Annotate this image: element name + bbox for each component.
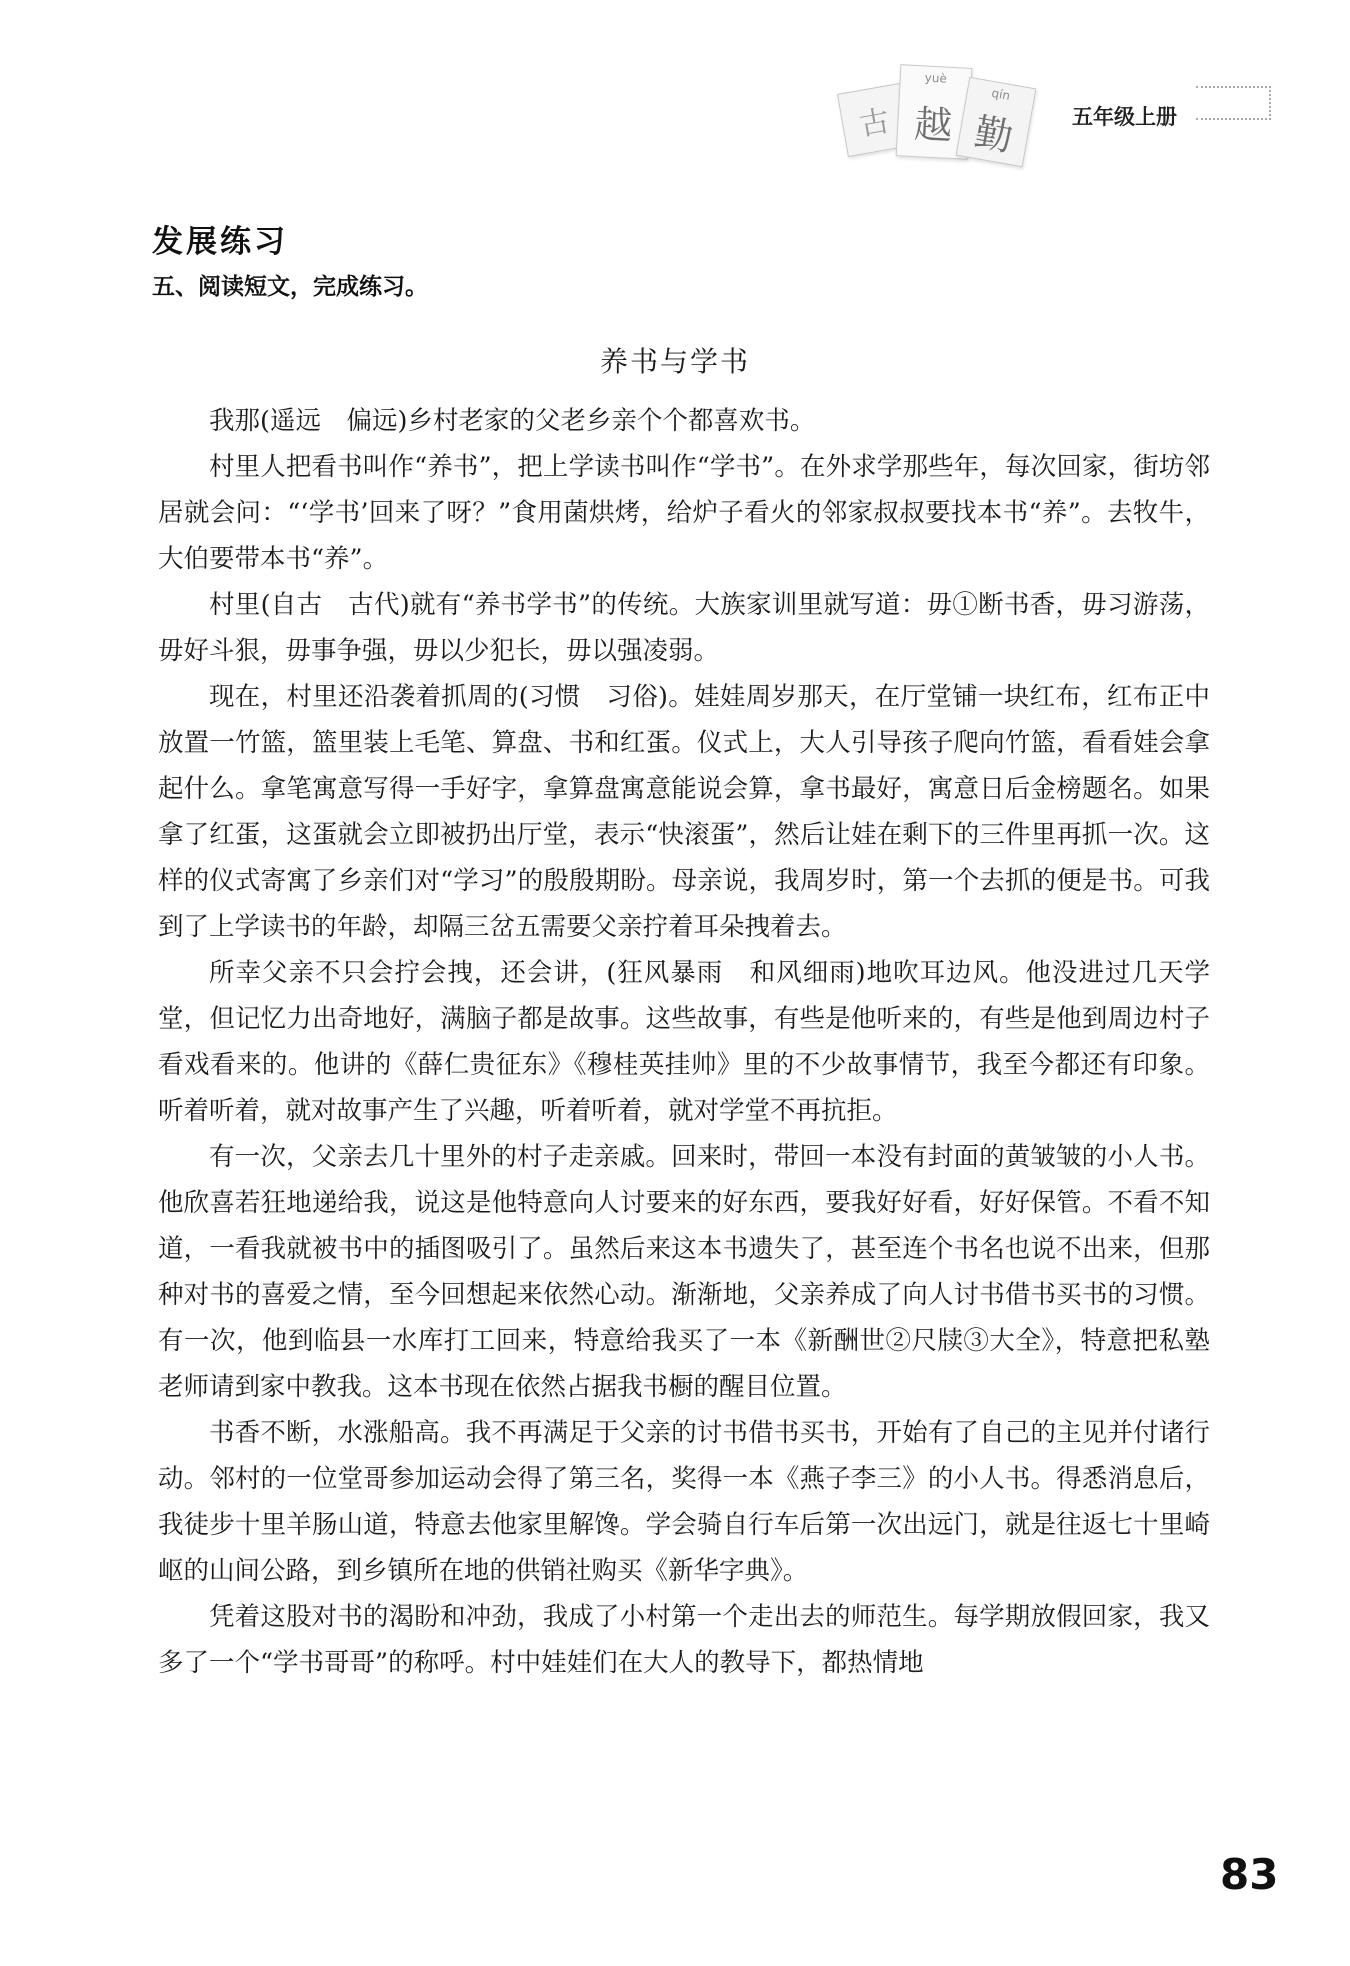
paragraph: 现在，村里还沿袭着抓周的(习惯 习俗)。娃娃周岁那天，在厅堂铺一块红布，红布正中放置一竹篮，篮里装上毛笔、算盘、书和红蛋。仪式上，大人引导孩子爬向竹篮，看看娃会拿起什么。拿笔寓意写得一手好字，拿算盘寓意能说会算，拿书最好，寓意日后金榜题名。如果拿了红蛋，这蛋就会立即被扔出厅堂，表示“快滚蛋”，然后让娃在剩下的三件里再抓一次。这样的仪式寄寓了乡亲们对“学习”的殷殷期盼。母亲说，我周岁时，第一个去抓的便是书。可我到了上学读书的年龄，却隔三岔五需要父亲拧着耳朵拽着去。 [158,682,1210,942]
question-prompt: 五、阅读短文，完成练习。 [152,274,428,300]
grade-label: 五年级上册 [1072,105,1177,129]
paragraph: 书香不断，水涨船高。我不再满足于父亲的讨书借书买书，开始有了自己的主见并付诸行动。邻村的一位堂哥参加运动会得了第三名，奖得一本《燕子李三》的小人书。得悉消息后，我徒步十里羊肠山道，特意去他家里解馋。学会骑自行车后第一次出远门，就是往返七十里崎岖的山间公路，到乡镇所在地的供销社购买《新华字典》。 [158,1418,1210,1586]
paragraph: 村里人把看书叫作“养书”，把上学读书叫作“学书”。在外求学那些年，每次回家，街坊邻居就会问：“‘学书’回来了呀？”食用菌烘烤，给炉子看火的邻家叔叔要找本书“养”。去牧牛，大伯要带本书“养”。 [158,452,1210,574]
paragraph: 村里(自古 古代)就有“养书学书”的传统。大族家训里就写道：毋①断书香，毋习游荡，毋好斗狠，毋事争强，毋以少犯长，毋以强凌弱。 [158,590,1210,666]
section-title: 发展练习 [152,224,288,260]
paragraph: 凭着这股对书的渴盼和冲劲，我成了小村第一个走出去的师范生。每学期放假回家，我又多了一个“学书哥哥”的称呼。村中娃娃们在大人的教导下，都热情地 [158,1602,1210,1678]
article-title: 养书与学书 [599,345,750,378]
paragraph: 有一次，父亲去几十里外的村子走亲戚。回来时，带回一本没有封面的黄皱皱的小人书。他欣喜若狂地递给我，说这是他特意向人讨要来的好东西，要我好好看，好好保管。不看不知道，一看我就被书中的插图吸引了。虽然后来这本书遗失了，甚至连个书名也说不出来，但那种对书的喜爱之情，至今回想起来依然心动。渐渐地，父亲养成了向人讨书借书买书的习惯。有一次，他到临县一水库打工回来，特意给我买了一本《新酬世②尺牍③大全》，特意把私塾老师请到家中教我。这本书现在依然占据我书橱的醒目位置。 [158,1142,1210,1402]
page-number: 83 [1220,1850,1279,1899]
paragraph: 所幸父亲不只会拧会拽，还会讲，(狂风暴雨 和风细雨)地吹耳边风。他没进过几天学堂，但记忆力出奇地好，满脑子都是故事。这些故事，有些是他听来的，有些是他到周边村子看戏看来的。他讲的《薛仁贵征东》《穆桂英挂帅》里的不少故事情节，我至今都还有印象。听着听着，就对故事产生了兴趣，听着听着，就对学堂不再抗拒。 [158,958,1210,1126]
paragraph: 我那(遥远 偏远)乡村老家的父老乡亲个个都喜欢书。 [209,406,816,436]
header-dotted-frame [1196,86,1271,120]
logo-char-left: 古 [856,103,893,144]
logo-char-right: 勤 [971,109,1017,160]
logo-char-middle: 越 [913,101,954,148]
series-logo [842,62,1052,172]
logo-pinyin-middle: yuè [924,70,948,86]
logo-pinyin-right: qín [990,85,1012,103]
logo-card-right [956,77,1037,168]
article-body [158,398,1210,1686]
